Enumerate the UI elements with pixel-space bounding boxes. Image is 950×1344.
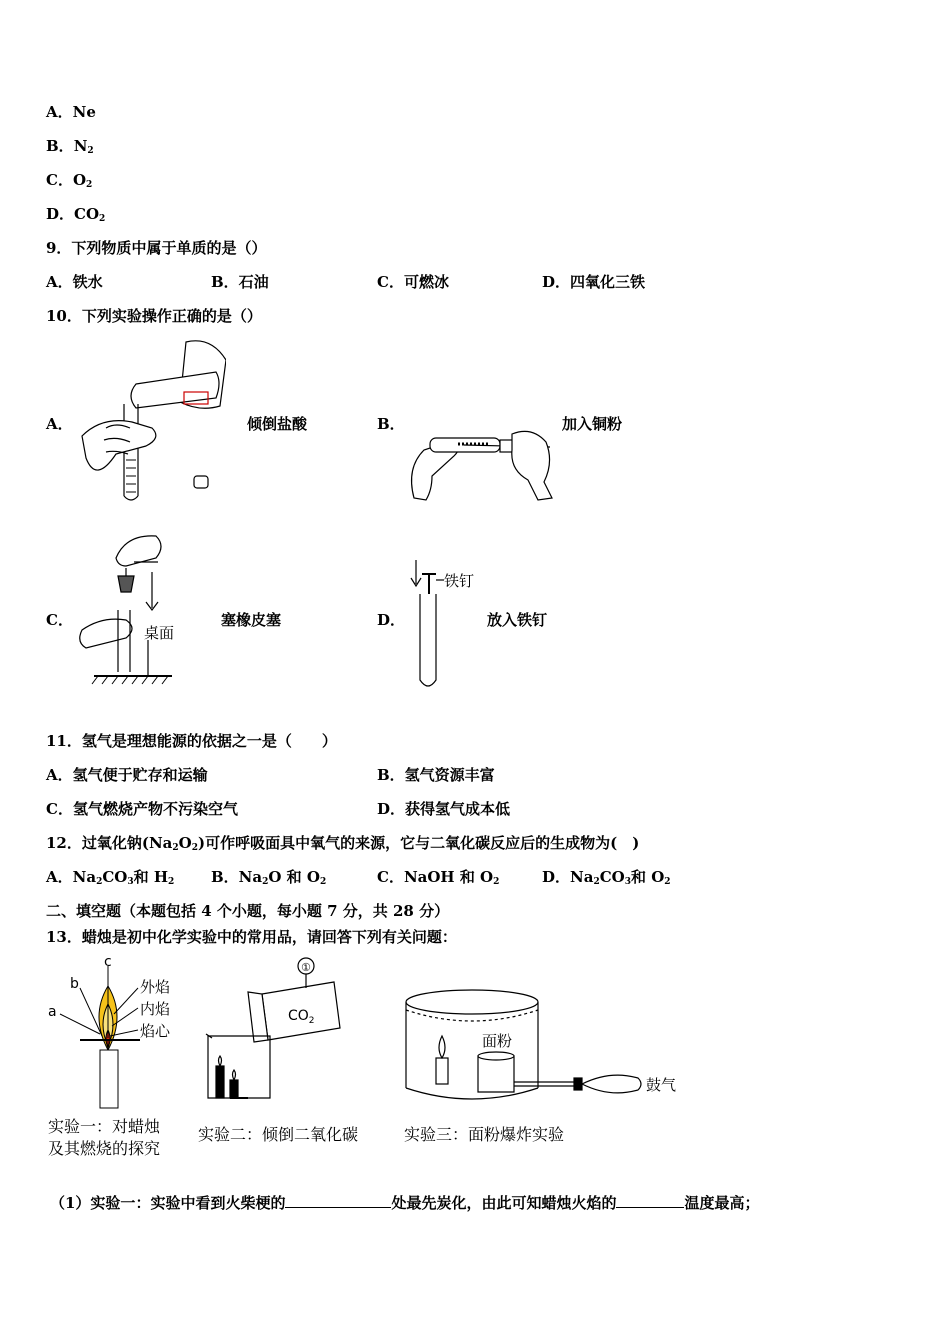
q9-option-b: B．石油 [211,273,269,291]
q11-option-a: A．氢气便于贮存和运输 [46,766,208,784]
q10-option-d-label: 放入铁钉 [487,611,548,629]
stopper-figure [76,530,186,690]
label-b: b [70,976,79,992]
q10-option-b-label: 加入铜粉 [562,415,623,433]
label-a: a [48,1004,57,1020]
q10-option-b-letter: B． [377,415,405,433]
q9-option-c: C．可燃冰 [377,273,449,291]
q8-option-a: A．Ne [46,103,96,121]
desk-label: 桌面 [144,624,175,642]
q11-stem: 11．氢气是理想能源的依据之一是（ ） [46,732,337,750]
candle-flame-figure [44,954,194,1160]
add-copper-figure [404,428,554,504]
fig3-caption: 实验三：面粉爆炸实验 [404,1125,565,1144]
pour-co2-figure [194,954,374,1154]
q11-option-d: D．获得氢气成本低 [377,800,511,818]
fig2-caption: 实验二：倾倒二氧化碳 [198,1125,359,1144]
q10-option-c-letter: C． [46,611,73,629]
co2-label: $CO_2$ [288,1008,315,1026]
q12-option-c: C．NaOH 和 $O_2$ [377,868,500,887]
q9-option-a: A．铁水 [46,273,103,291]
q8-option-c: C．$O_2$ [46,171,93,190]
q12-stem: 12．过氧化钠$(Na_2O_2)$可作呼吸面具中氧气的来源，它与二氧化碳反应后的生成物为( ) [46,834,640,853]
blow-label: 鼓气 [646,1076,677,1094]
q11-option-b: B．氢气资源丰富 [377,766,495,784]
fig1-caption-line1: 实验一：对蜡烛 [48,1117,161,1136]
q8-option-d: D．$CO_2$ [46,205,106,224]
q10-option-d-letter: D． [377,611,406,629]
q9-stem: 9．下列物质中属于单质的是（） [46,239,267,257]
q12-option-b: B．$Na_2O$ 和 $O_2$ [211,868,327,887]
flour-explosion-figure [400,986,696,1154]
answer-blank-1[interactable] [285,1193,391,1208]
q10-option-c-label: 塞橡皮塞 [221,611,282,629]
q9-option-d: D．四氧化三铁 [542,273,646,291]
fig1-caption-line2: 及其燃烧的探究 [48,1139,161,1158]
q13-stem: 13．蜡烛是初中化学实验中的常用品，请回答下列有关问题： [46,928,457,946]
q8-option-b: B．$N_2$ [46,137,94,156]
flame-core-label: 焰心 [140,1022,171,1040]
label-c: c [104,954,112,970]
q10-option-a-label: 倾倒盐酸 [247,415,308,433]
q11-option-c: C．氢气燃烧产物不污染空气 [46,800,238,818]
answer-blank-2[interactable] [616,1193,684,1208]
outer-flame-label: 外焰 [140,978,171,996]
q12-option-a: A．$Na_2CO_3$和 $H_2$ [46,868,175,887]
q10-stem: 10．下列实验操作正确的是（） [46,307,262,325]
marker-1: ① [301,961,311,974]
q10-option-a-letter: A． [46,415,73,433]
flour-label: 面粉 [482,1032,513,1050]
section-heading: 二、填空题（本题包括 4 个小题，每小题 7 分，共 28 分） [46,902,450,920]
inner-flame-label: 内焰 [140,1000,171,1018]
nail-label: 铁钉 [444,572,475,590]
q12-option-d: D．$Na_2CO_3$和 $O_2$ [542,868,671,887]
pour-acid-figure [76,336,226,502]
iron-nail-figure [404,558,494,692]
q13-sub1: （1）实验一：实验中看到火柴梗的 处最先炭化，由此可知蜡烛火焰的 温度最高； [50,1194,760,1212]
